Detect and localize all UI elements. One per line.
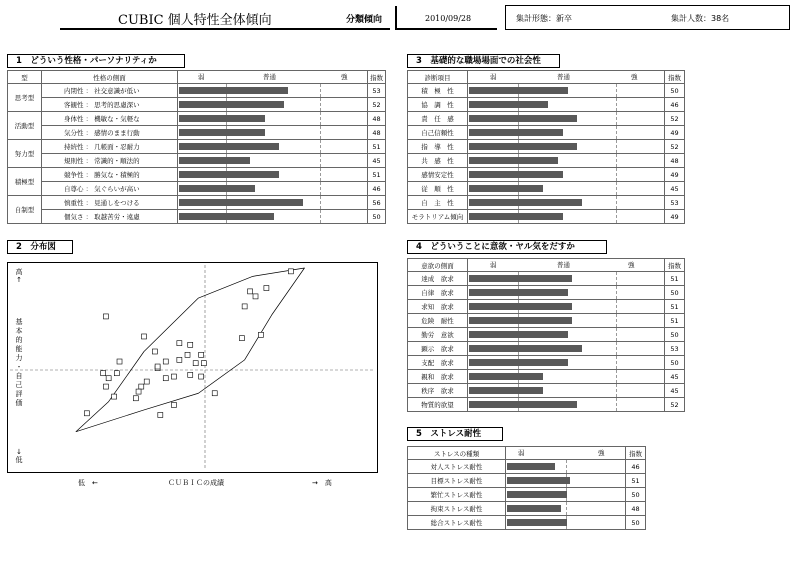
sec5-row (408, 488, 646, 502)
score-bar-cell (506, 502, 626, 516)
grid-line (320, 182, 321, 195)
item-cell: 秩序 欲求 (408, 384, 468, 398)
report-date-box (395, 6, 497, 30)
index-cell: 51 (368, 140, 386, 154)
section4-title: 4 どういうことに意欲・ヤル気をだすか (407, 240, 607, 254)
col-index: 指数 (665, 71, 685, 84)
type-cell: 思考型 (8, 84, 42, 112)
col-index: 指数 (665, 259, 685, 272)
sec5-row (408, 460, 646, 474)
index-cell: 51 (665, 314, 685, 328)
grid-line (320, 126, 321, 139)
scatter-point (188, 372, 193, 377)
section3-title: 3 基礎的な職場場面での社会性 (407, 54, 560, 68)
score-bar-cell (468, 370, 665, 384)
index-cell: 46 (368, 182, 386, 196)
index-cell: 48 (626, 502, 646, 516)
score-bar (469, 275, 572, 282)
index-cell: 52 (368, 98, 386, 112)
score-bar (179, 143, 279, 150)
scatter-point (114, 371, 119, 376)
item-cell: 指 導 性 (408, 140, 468, 154)
score-bar (179, 87, 288, 94)
scatter-point (242, 304, 247, 309)
grid-line (616, 398, 617, 411)
col-index: 指数 (626, 447, 646, 460)
grid-line (616, 98, 617, 111)
scatter-point (177, 341, 182, 346)
distribution-chart (7, 262, 378, 473)
sec3-row (408, 196, 685, 210)
personality-row (8, 98, 386, 112)
index-cell: 50 (626, 516, 646, 530)
index-cell: 48 (368, 126, 386, 140)
personality-row (8, 112, 386, 126)
personality-row (8, 140, 386, 154)
scatter-point (112, 394, 117, 399)
aggregation-form: 集計形態：新卒 (516, 14, 572, 23)
score-bar-cell (468, 210, 665, 224)
score-bar-cell (506, 488, 626, 502)
item-cell: 共 感 性 (408, 154, 468, 168)
item-cell: 支配 欲求 (408, 356, 468, 370)
sec3-row (408, 154, 685, 168)
scatter-point (264, 286, 269, 291)
scatter-point (103, 314, 108, 319)
sec3-row (408, 210, 685, 224)
scatter-point (199, 374, 204, 379)
index-cell: 49 (665, 126, 685, 140)
grid-line (320, 210, 321, 223)
index-cell: 49 (665, 210, 685, 224)
scatter-point (101, 371, 106, 376)
sec4-row (408, 356, 685, 370)
index-cell: 52 (665, 140, 685, 154)
sec5-row (408, 502, 646, 516)
index-cell: 48 (665, 154, 685, 168)
item-cell: モラトリアム傾向 (408, 210, 468, 224)
item-cell: 自己信頼性 (408, 126, 468, 140)
score-bar-cell (468, 286, 665, 300)
grid-line (320, 140, 321, 153)
col-scale: 弱 普通 強 (468, 259, 665, 272)
index-cell: 45 (665, 384, 685, 398)
score-bar (469, 373, 543, 380)
motivation-header-row (408, 259, 685, 272)
scatter-point (139, 384, 144, 389)
social-header-row (408, 71, 685, 84)
score-bar-cell (468, 272, 665, 286)
score-bar (469, 115, 577, 122)
x-axis-label: ＣＵＢＩＣの成績 (168, 479, 224, 487)
sec4-row (408, 300, 685, 314)
social-table (407, 70, 685, 224)
index-cell: 50 (626, 488, 646, 502)
distribution-svg (8, 263, 377, 472)
grid-line (616, 356, 617, 369)
trait-cell: 持続性 ： 几帳面・忍耐力 (42, 140, 178, 154)
index-cell: 52 (665, 398, 685, 412)
item-cell: 親和 欲求 (408, 370, 468, 384)
grid-line (616, 314, 617, 327)
item-cell: 求知 欲求 (408, 300, 468, 314)
sec5-row (408, 474, 646, 488)
section2-title: 2 分布図 (7, 240, 73, 254)
item-cell: 拘束ストレス耐性 (408, 502, 506, 516)
grid-line (616, 196, 617, 209)
index-cell: 50 (665, 328, 685, 342)
index-cell: 45 (665, 370, 685, 384)
index-cell: 45 (665, 182, 685, 196)
personality-row (8, 126, 386, 140)
trait-cell: 個気さ ： 取越苦労・遠慮 (42, 210, 178, 224)
score-bar (179, 171, 279, 178)
scatter-point (142, 334, 147, 339)
item-cell: 総合ストレス耐性 (408, 516, 506, 530)
sec4-row (408, 328, 685, 342)
item-cell: 協 調 性 (408, 98, 468, 112)
trait-cell: 内閉性 ： 社交意識が低い (42, 84, 178, 98)
score-bar-cell (178, 196, 368, 210)
score-bar (469, 157, 558, 164)
score-bar-cell (178, 168, 368, 182)
scatter-point (193, 361, 198, 366)
score-bar (507, 463, 555, 470)
scatter-point (84, 411, 89, 416)
scatter-point (177, 357, 182, 362)
score-bar (507, 491, 567, 498)
score-bar-cell (468, 356, 665, 370)
score-bar-cell (468, 384, 665, 398)
type-cell: 積極型 (8, 168, 42, 196)
col-scale: 弱 強 (506, 447, 626, 460)
score-bar-cell (468, 182, 665, 196)
distribution-outline (76, 268, 304, 432)
score-bar (469, 143, 577, 150)
score-bar (179, 157, 250, 164)
personality-row (8, 154, 386, 168)
section1-title: 1 どういう性格・パーソナリティか (7, 54, 185, 68)
scatter-point (106, 376, 111, 381)
trait-cell: 自尊心 ： 気ぐらいが高い (42, 182, 178, 196)
index-cell: 50 (665, 84, 685, 98)
grid-line (616, 272, 617, 285)
score-bar-cell (178, 84, 368, 98)
report-subtitle: 分類傾向 (346, 15, 383, 25)
grid-line (616, 300, 617, 313)
score-bar (469, 401, 577, 408)
score-bar-cell (468, 154, 665, 168)
sec4-row (408, 370, 685, 384)
score-bar (469, 303, 572, 310)
item-cell: 繁忙ストレス耐性 (408, 488, 506, 502)
grid-line (616, 182, 617, 195)
report-title-bar (60, 6, 390, 30)
grid-line (320, 168, 321, 181)
score-bar (179, 101, 284, 108)
scatter-point (155, 364, 160, 369)
score-bar-cell (178, 126, 368, 140)
score-bar-cell (468, 342, 665, 356)
item-cell: 勤労 意欲 (408, 328, 468, 342)
item-cell: 危険 耐性 (408, 314, 468, 328)
score-bar (469, 359, 568, 366)
grid-line (320, 84, 321, 97)
sec4-row (408, 398, 685, 412)
score-bar (469, 171, 563, 178)
item-cell: 顕示 欲求 (408, 342, 468, 356)
sec4-row (408, 314, 685, 328)
grid-line (616, 140, 617, 153)
trait-cell: 規則性 ： 常識的・順法的 (42, 154, 178, 168)
section5-title: 5 ストレス耐性 (407, 427, 503, 441)
personality-row (8, 210, 386, 224)
score-bar (507, 477, 570, 484)
trait-cell: 競争性 ： 勝気な・積極的 (42, 168, 178, 182)
col-type: 型 (8, 71, 42, 84)
item-cell: 従 順 性 (408, 182, 468, 196)
index-cell: 49 (665, 168, 685, 182)
index-cell: 51 (368, 168, 386, 182)
scatter-point (171, 402, 176, 407)
score-bar-cell (178, 140, 368, 154)
grid-line (616, 210, 617, 223)
item-cell: 積 極 性 (408, 84, 468, 98)
index-cell: 45 (368, 154, 386, 168)
aggregation-count: 集計人数：38名 (671, 14, 730, 23)
scatter-point (258, 332, 263, 337)
scatter-point (136, 389, 141, 394)
item-cell: 達成 欲求 (408, 272, 468, 286)
grid-line (616, 126, 617, 139)
personality-row (8, 196, 386, 210)
type-cell: 自制型 (8, 196, 42, 224)
score-bar-cell (468, 168, 665, 182)
sec4-row (408, 272, 685, 286)
score-bar (507, 505, 561, 512)
grid-line (320, 196, 321, 209)
motivation-table (407, 258, 685, 412)
sec3-row (408, 182, 685, 196)
index-cell: 50 (665, 286, 685, 300)
score-bar-cell (506, 460, 626, 474)
score-bar (469, 129, 563, 136)
personality-row (8, 84, 386, 98)
scatter-point (239, 336, 244, 341)
scatter-point (163, 376, 168, 381)
score-bar-cell (506, 474, 626, 488)
index-cell: 46 (626, 460, 646, 474)
trait-cell: 慎重性 ： 見通しをつける (42, 196, 178, 210)
sec3-row (408, 168, 685, 182)
index-cell: 50 (368, 210, 386, 224)
summary-box (505, 5, 790, 30)
item-cell: 目標ストレス耐性 (408, 474, 506, 488)
grid-line (616, 342, 617, 355)
item-cell: 対人ストレス耐性 (408, 460, 506, 474)
stress-table (407, 446, 646, 530)
scatter-point (199, 352, 204, 357)
type-cell: 努力型 (8, 140, 42, 168)
x-axis-low: 低 ← (78, 479, 98, 487)
scatter-point (201, 361, 206, 366)
score-bar-cell (468, 314, 665, 328)
sec5-row (408, 516, 646, 530)
score-bar-cell (468, 84, 665, 98)
index-cell: 51 (665, 300, 685, 314)
sec3-row (408, 98, 685, 112)
y-axis-high: 高 ↑ (15, 268, 23, 284)
scatter-point (185, 352, 190, 357)
grid-line (320, 154, 321, 167)
sec3-row (408, 140, 685, 154)
grid-line (616, 154, 617, 167)
score-bar-cell (178, 210, 368, 224)
grid-line (566, 460, 567, 473)
scatter-point (144, 379, 149, 384)
col-scale: 弱 普通 強 (178, 71, 368, 84)
score-bar (469, 199, 582, 206)
index-cell: 53 (368, 84, 386, 98)
score-bar (469, 317, 572, 324)
score-bar (507, 519, 567, 526)
index-cell: 51 (626, 474, 646, 488)
col-index: 指数 (368, 71, 386, 84)
col-motivation: 意欲の側面 (408, 259, 468, 272)
score-bar-cell (468, 140, 665, 154)
scatter-point (212, 391, 217, 396)
scatter-point (158, 412, 163, 417)
score-bar (469, 185, 543, 192)
score-bar (179, 129, 265, 136)
y-axis-label: 基 本 的 能 力 ・ 自 己 評 価 (15, 318, 23, 407)
grid-line (616, 370, 617, 383)
sec4-row (408, 342, 685, 356)
sec3-row (408, 112, 685, 126)
index-cell: 51 (665, 272, 685, 286)
grid-line (616, 112, 617, 125)
index-cell: 56 (368, 196, 386, 210)
stress-header-row (408, 447, 646, 460)
item-cell: 感情安定性 (408, 168, 468, 182)
type-cell: 活動型 (8, 112, 42, 140)
score-bar-cell (468, 328, 665, 342)
item-cell: 自律 欲求 (408, 286, 468, 300)
score-bar (469, 331, 568, 338)
sec3-row (408, 126, 685, 140)
score-bar (469, 87, 568, 94)
score-bar (469, 345, 582, 352)
scatter-point (253, 294, 258, 299)
trait-cell: 身体性 ： 機敏な・気軽な (42, 112, 178, 126)
grid-line (320, 112, 321, 125)
scatter-point (171, 374, 176, 379)
report-title: CUBIC 個人特性全体傾向 (118, 13, 272, 28)
score-bar-cell (468, 398, 665, 412)
score-bar (469, 289, 568, 296)
col-aspect: 性格の側面 (42, 71, 178, 84)
index-cell: 52 (665, 112, 685, 126)
score-bar-cell (178, 182, 368, 196)
score-bar (179, 199, 303, 206)
score-bar (179, 115, 265, 122)
score-bar-cell (468, 98, 665, 112)
index-cell: 50 (665, 356, 685, 370)
item-cell: 物質的欲望 (408, 398, 468, 412)
sec4-row (408, 286, 685, 300)
scatter-point (103, 384, 108, 389)
scatter-point (288, 269, 293, 274)
score-bar-cell (178, 154, 368, 168)
grid-line (616, 286, 617, 299)
sec4-row (408, 384, 685, 398)
grid-line (566, 502, 567, 515)
col-stress: ストレスの種類 (408, 447, 506, 460)
scatter-point (163, 359, 168, 364)
scatter-point (117, 359, 122, 364)
trait-cell: 気分性 ： 感情のまま行動 (42, 126, 178, 140)
item-cell: 自 主 性 (408, 196, 468, 210)
score-bar-cell (468, 126, 665, 140)
index-cell: 53 (665, 196, 685, 210)
scatter-point (248, 289, 253, 294)
grid-line (616, 84, 617, 97)
score-bar-cell (468, 300, 665, 314)
sec3-row (408, 84, 685, 98)
scatter-point (152, 349, 157, 354)
score-bar (469, 101, 548, 108)
y-axis-low: ↓ 低 (15, 448, 23, 464)
grid-line (616, 328, 617, 341)
personality-row (8, 168, 386, 182)
grid-line (616, 384, 617, 397)
report-date: 2010/09/28 (425, 14, 472, 23)
score-bar-cell (178, 98, 368, 112)
index-cell: 53 (665, 342, 685, 356)
scatter-point (188, 342, 193, 347)
score-bar-cell (178, 112, 368, 126)
score-bar (469, 213, 563, 220)
personality-row (8, 182, 386, 196)
index-cell: 48 (368, 112, 386, 126)
x-axis-high: → 高 (312, 479, 332, 487)
score-bar (469, 387, 543, 394)
col-diagnosis: 診断項目 (408, 71, 468, 84)
personality-header-row (8, 71, 386, 84)
grid-line (320, 98, 321, 111)
trait-cell: 客観性 ： 思考的思慮深い (42, 98, 178, 112)
item-cell: 責 任 感 (408, 112, 468, 126)
grid-line (616, 168, 617, 181)
score-bar-cell (468, 112, 665, 126)
personality-table (7, 70, 386, 224)
score-bar (179, 185, 255, 192)
score-bar-cell (506, 516, 626, 530)
index-cell: 46 (665, 98, 685, 112)
score-bar (179, 213, 274, 220)
scatter-point (133, 396, 138, 401)
score-bar-cell (468, 196, 665, 210)
col-scale: 弱 普通 強 (468, 71, 665, 84)
